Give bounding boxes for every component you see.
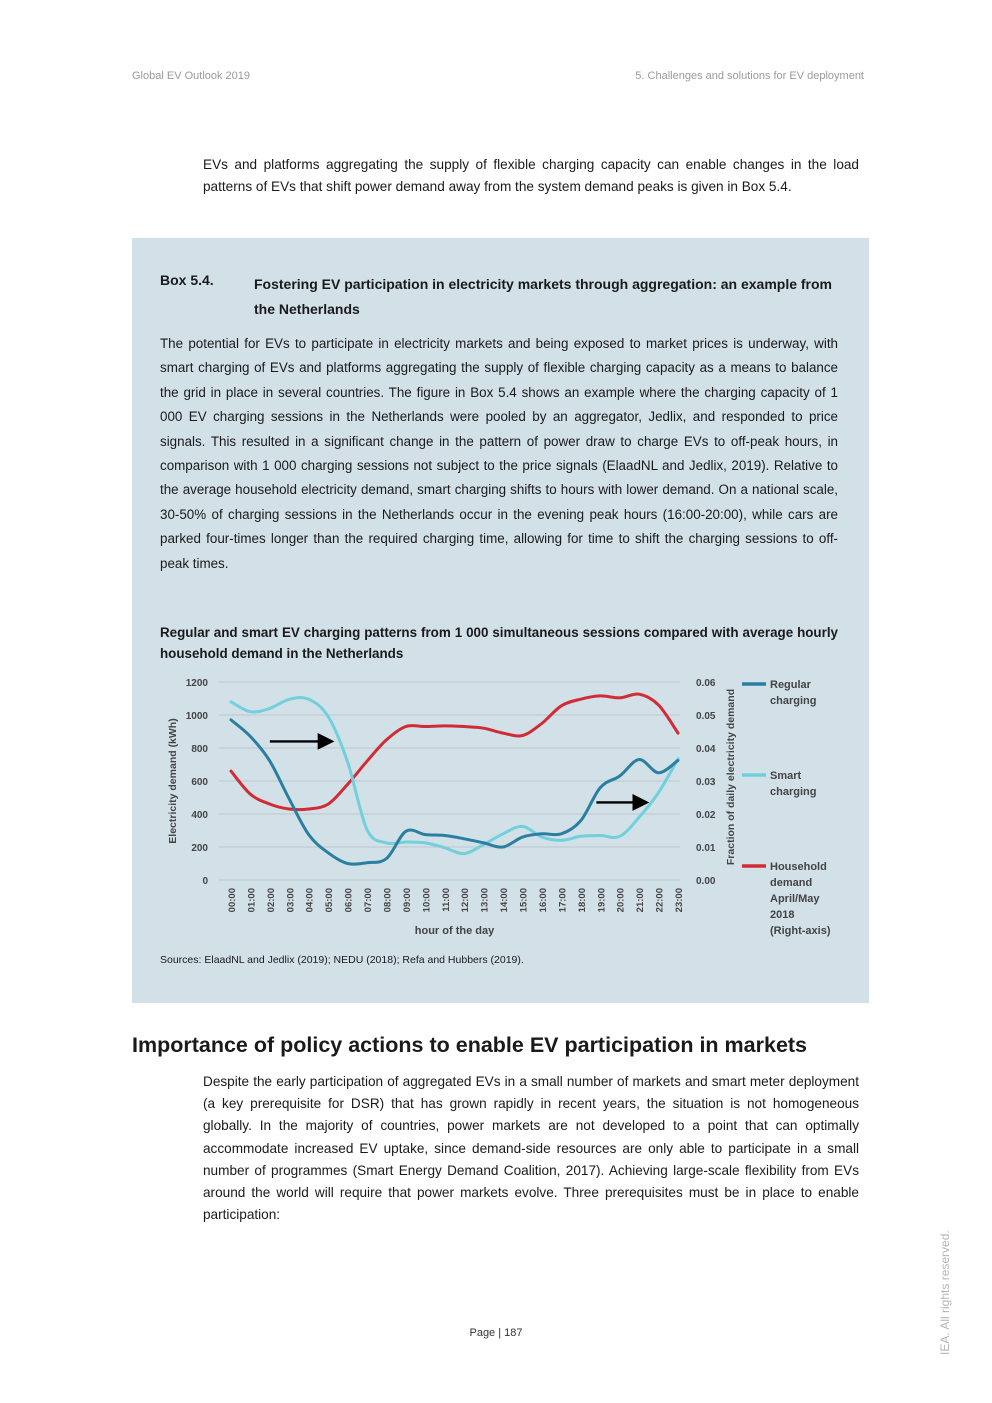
y-tick-label: 200	[191, 843, 208, 854]
x-tick-label: 14:00	[499, 888, 511, 913]
y2-tick-label: 0.03	[696, 777, 716, 788]
x-tick-label: 02:00	[265, 888, 277, 913]
x-tick-label: 00:00	[227, 888, 238, 913]
y2-tick-label: 0.05	[696, 711, 716, 722]
y-tick-label: 400	[191, 810, 208, 821]
y2-tick-label: 0.00	[696, 876, 716, 887]
x-tick-label: 15:00	[518, 888, 530, 913]
series-lines	[231, 694, 678, 864]
box-title: Fostering EV participation in electricity markets through aggregation: an example from the Netherlands	[254, 276, 833, 317]
x-tick-label: 17:00	[557, 888, 569, 913]
page-number: Page | 187	[469, 1327, 523, 1339]
x-tick-label: 07:00	[363, 888, 375, 913]
x-tick-label: 11:00	[440, 888, 452, 912]
x-tick-label: 21:00	[635, 888, 647, 913]
x-tick-label: 23:00	[674, 888, 685, 913]
y-tick-label: 1000	[185, 711, 208, 722]
x-tick-label: 03:00	[285, 888, 297, 913]
y-tick-label: 600	[191, 777, 208, 788]
series-line-smart-charging	[231, 698, 678, 854]
rights-notice: IEA. All rights reserved.	[938, 1230, 952, 1355]
header-doc-title: Global EV Outlook 2019	[132, 70, 251, 82]
y-tick-label: 800	[191, 744, 208, 755]
x-tick-label: 22:00	[654, 888, 666, 913]
legend-label-smart-charging: Smart charging	[770, 770, 817, 798]
y2-tick-label: 0.02	[696, 810, 716, 821]
x-tick-label: 10:00	[421, 888, 433, 913]
x-tick-label: 01:00	[246, 888, 258, 913]
x-tick-label: 13:00	[479, 888, 491, 913]
axes	[167, 678, 737, 937]
x-tick-label: 06:00	[343, 888, 355, 913]
legend	[742, 679, 831, 937]
y-tick-label: 0	[202, 876, 208, 887]
header-chapter-title: 5. Challenges and solutions for EV deployment	[635, 70, 864, 82]
y2-tick-label: 0.01	[696, 843, 716, 854]
y-tick-label: 1200	[185, 678, 208, 689]
x-tick-label: 19:00	[596, 888, 608, 913]
legend-label-household-demand: Household demand April/May 2018 (Right-axis)	[770, 861, 831, 937]
x-tick-label: 09:00	[401, 888, 413, 913]
x-tick-label: 08:00	[382, 888, 394, 913]
box-5-4	[132, 238, 869, 1003]
x-tick-label: 20:00	[615, 888, 627, 913]
y2-tick-label: 0.06	[696, 678, 716, 689]
closing-paragraph: Despite the early participation of aggregated EVs in a small number of markets and smart meter deployment (a key prerequisite for DSR) that has grown rapidly in recent years, the situation is not homogeneous globally. In the majority of countries, power markets are not developed to a point that can optimally accommodate increased EV uptake, since demand-side resources are only able to participate in a small number of programmes (Smart Energy Demand Coalition, 2017). Achieving large-scale flexibility from EVs around the world will require that power markets evolve. Three prerequisites must be in place to enable participation:	[203, 1074, 859, 1223]
line-chart	[132, 238, 869, 1003]
x-tick-label: 12:00	[460, 888, 472, 913]
section-heading: Importance of policy actions to enable EV participation in markets	[132, 1033, 808, 1057]
figure-title: Regular and smart EV charging patterns from 1 000 simultaneous sessions compared with average hourly household demand in the Netherlands	[160, 625, 838, 661]
x-tick-label: 18:00	[576, 888, 588, 913]
series-line-household-demand	[231, 694, 678, 810]
intro-paragraph: EVs and platforms aggregating the supply of flexible charging capacity can enable changes in the load patterns of EVs that shift power demand away from the system demand peaks is given in Box 5.4.	[203, 157, 859, 195]
x-tick-label: 16:00	[537, 888, 549, 913]
box-text: The potential for EVs to participate in electricity markets and being exposed to market prices is underway, with smart charging of EVs and platforms aggregating the supply of flexible charging capacity as a means to balance the grid in place in several countries. The figure in Box 5.4 shows an example where the charging capacity of 1 000 EV charging sessions in the Netherlands were pooled by an aggregator, Jedlix, and responded to price signals. This resulted in a significant change in the pattern of power draw to charge EVs to off-peak hours, in comparison with 1 000 charging sessions not subject to the price signals (ElaadNL and Jedlix, 2019). Relative to the average household electricity demand, smart charging shifts to hours with lower demand. On a national scale, 30-50% of charging sessions in the Netherlands occur in the evening peak hours (16:00-20:00), while cars are parked four-times longer than the required charging time, allowing for time to shift the charging sessions to off-peak times.	[160, 336, 838, 571]
legend-label-regular-charging: Regular charging	[770, 679, 817, 707]
box-label: Box 5.4.	[160, 272, 214, 288]
annotations	[270, 741, 647, 802]
x-tick-label: 05:00	[324, 888, 336, 913]
y2-axis-title: Fraction of daily electricity demand	[725, 688, 737, 866]
x-axis-title: hour of the day	[414, 925, 495, 937]
y-axis-title: Electricity demand (kWh)	[167, 718, 179, 844]
x-tick-label: 04:00	[304, 888, 316, 913]
y2-tick-label: 0.04	[696, 744, 716, 755]
figure-sources: Sources: ElaadNL and Jedlix (2019); NEDU (2018); Refa and Hubbers (2019).	[160, 954, 524, 966]
